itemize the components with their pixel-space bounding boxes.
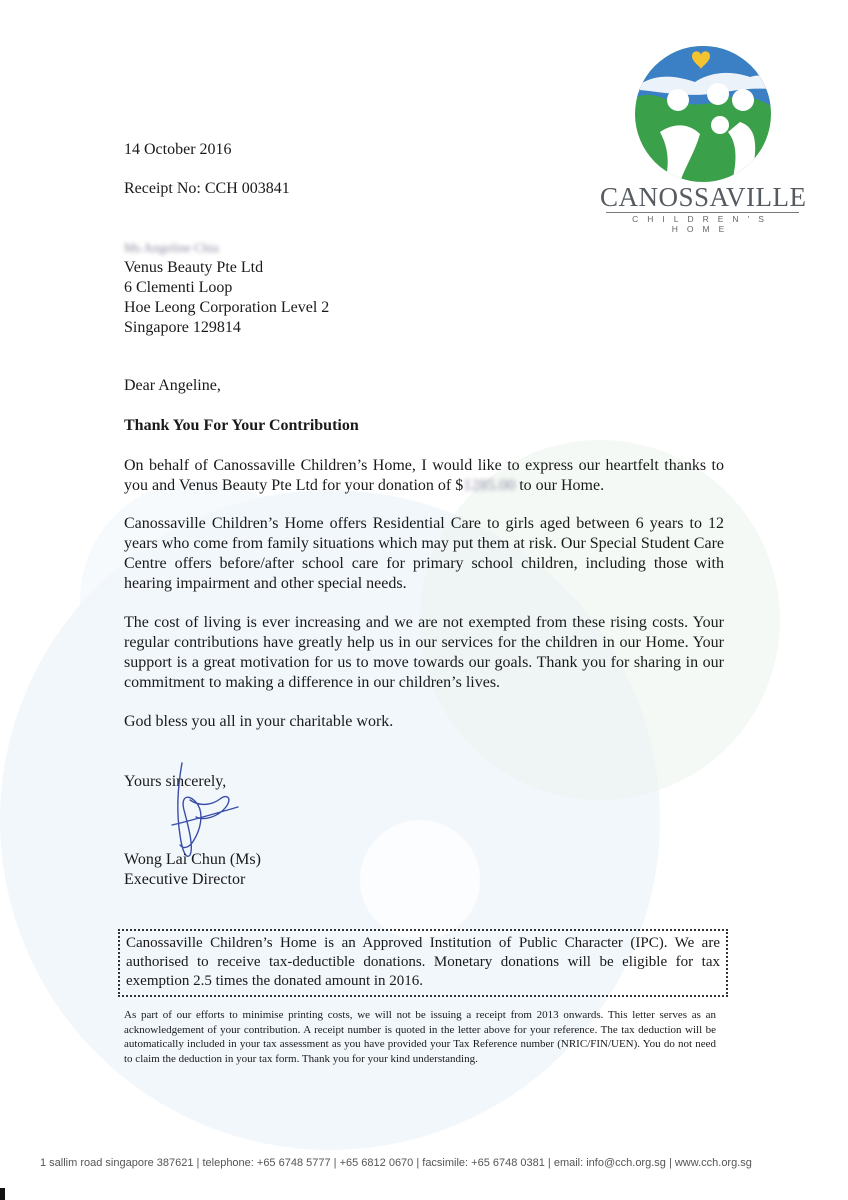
address-line-1: Venus Beauty Pte Ltd (124, 259, 264, 276)
tax-note: As part of our efforts to minimise printing costs, we will not be issuing a receipt from 2013 onwards. This letter serves as an acknowledgement of your contribution. A receipt number is quoted in the letter above for your reference. The tax deduction will be automatically included in your tax assessment as you have provided your Tax Reference number (NRIC/FIN/UEN). You do not need to claim the deduction in your tax form. Thank you for your kind understanding. (124, 1009, 716, 1065)
signatory-name: Wong Lai Chun (Ms) (124, 851, 261, 868)
paragraph-donation (124, 456, 724, 496)
ipc-notice-text: Canossaville Children’s Home is an Approved Institution of Public Character (IPC). We are authorised to receive tax-deductible donations. Monetary donations will be eligible for tax exemption 2.5 times the donated amount in 2016. (126, 935, 720, 989)
address-line-4: Singapore 129814 (124, 319, 241, 336)
paragraph-donation-end: to our Home. (515, 477, 605, 494)
paragraph-services: Canossaville Children’s Home offers Residential Care to girls aged between 6 years to 12 years who come from family situations which may put them at risk. Our Special Student Care Centre offers before/after school care for primary school children, including those with hearing impairment and other special needs. (124, 515, 724, 592)
salutation: Dear Angeline, (124, 377, 221, 394)
subject-heading: Thank You For Your Contribution (124, 417, 359, 434)
paragraph-blessing: God bless you all in your charitable work. (124, 713, 394, 730)
address-line-2: 6 Clementi Loop (124, 279, 233, 296)
donation-amount-redacted: 1285.00 (463, 477, 516, 494)
signature (160, 755, 250, 865)
letter-date: 14 October 2016 (124, 141, 232, 158)
logo-tagline: CHILDREN'S HOME (632, 214, 773, 234)
logo-emblem (600, 42, 805, 182)
logo-rule (606, 212, 799, 213)
footer-contact: 1 sallim road singapore 387621 | telephone: +65 6748 5777 | +65 6812 0670 | facsimile: +65 6748 0381 | email: info@cch.org.sg | www.cch.org.sg (40, 1157, 752, 1169)
receipt-number: Receipt No: CCH 003841 (124, 180, 290, 197)
signatory-title: Executive Director (124, 871, 246, 888)
canossaville-logo (600, 42, 807, 234)
paragraph-donation-text: On behalf of Canossaville Children’s Home, I would like to express our heartfelt thanks to you and Venus Beauty Pte Ltd for your donation of $ (124, 457, 724, 494)
ipc-notice-box (118, 929, 728, 997)
paragraph-cost-of-living: The cost of living is ever increasing and we are not exempted from these rising costs. Your regular contributions have greatly help us in our services for the children in our Home. Your support is a great motivation for us to move towards our goals. Thank you for sharing in our commitment to making a difference in our children’s lives. (124, 614, 724, 691)
closing: Yours sincerely, (124, 773, 227, 790)
recipient-name-redacted: Ms Angeline Chia (124, 240, 219, 255)
scan-edge-mark (0, 1188, 5, 1200)
logo-name: CANOSSAVILLE (600, 182, 807, 212)
address-line-3: Hoe Leong Corporation Level 2 (124, 299, 330, 316)
